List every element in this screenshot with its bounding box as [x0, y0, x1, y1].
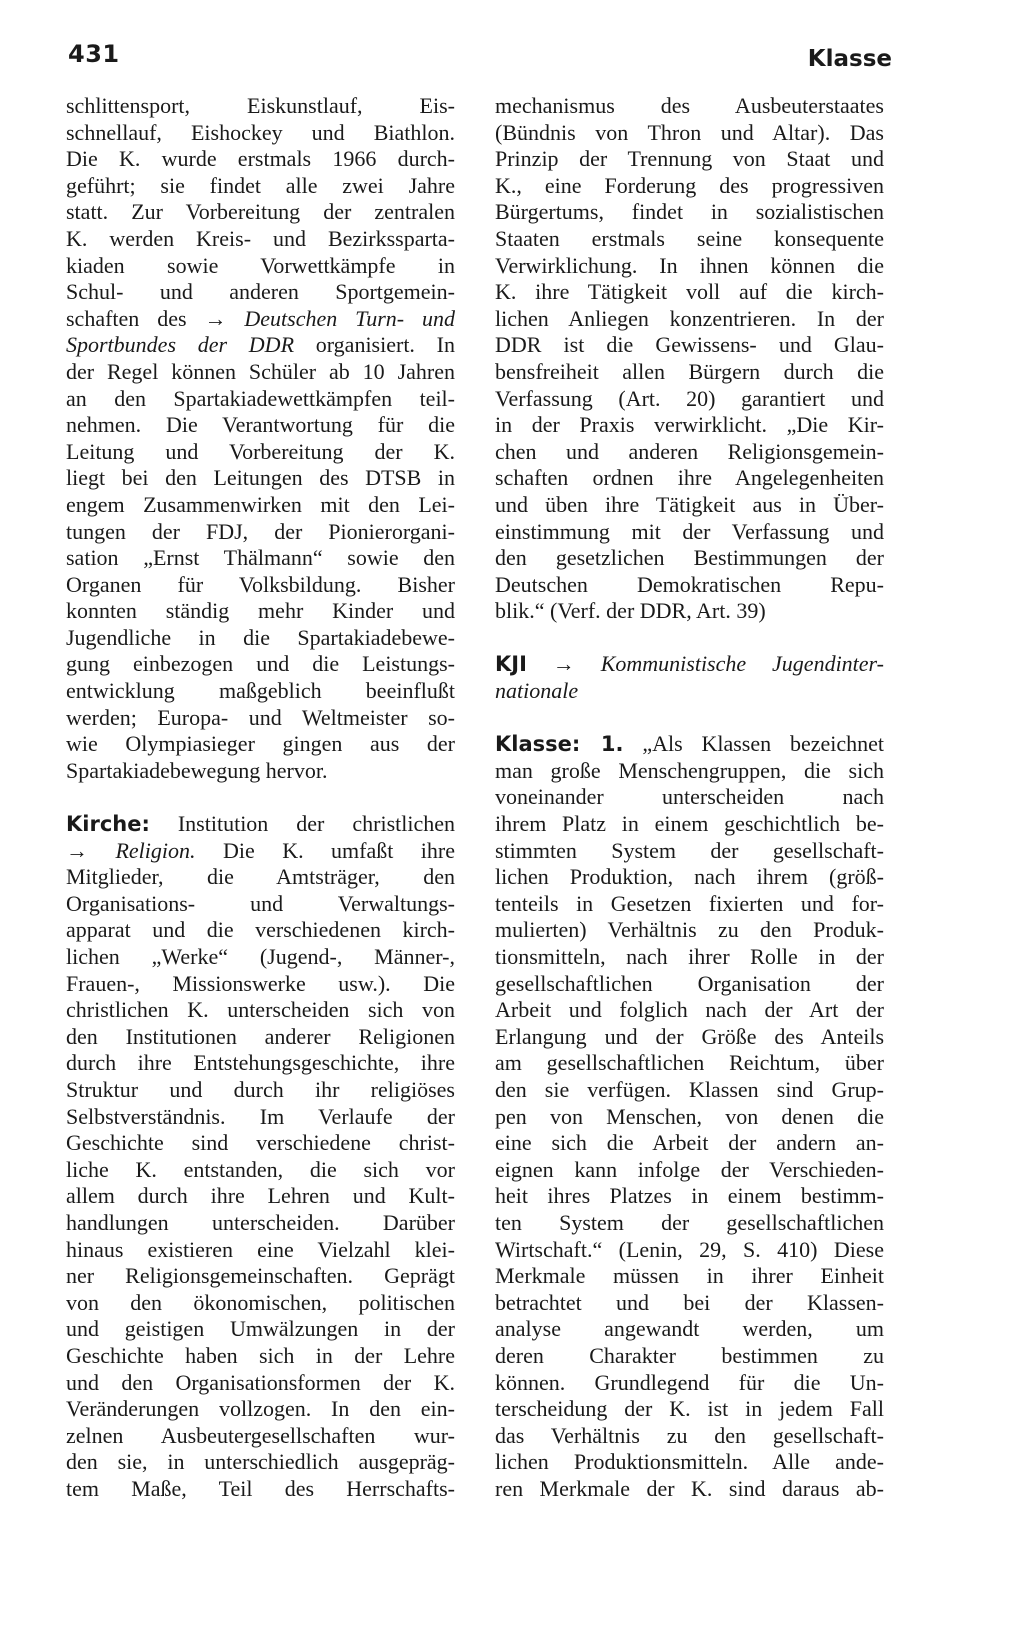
- text-line: mechanismus des Ausbeuterstaates: [495, 93, 884, 118]
- text-line: christlichen K. unterscheiden sich von: [66, 997, 455, 1023]
- text-line: blik.“ (Verf. der DDR, Art. 39): [495, 598, 766, 624]
- text-line: Organisations- und Verwaltungs-: [66, 890, 455, 916]
- text-line: Prinzip der Trennung von Staat und: [495, 146, 884, 172]
- entry-gap: [495, 625, 884, 652]
- cross-reference-line: [66, 332, 455, 359]
- text-line: von den ökonomischen, politischen: [66, 1289, 455, 1315]
- text-line: gung einbezogen und die Leistungs-: [66, 651, 455, 677]
- arrow-icon: →: [526, 651, 601, 677]
- entry-kji-first-line: [495, 651, 884, 678]
- text-line: lichen „Werke“ (Jugend-, Männer-,: [66, 944, 455, 969]
- text-line: Deutschen Demokratischen Repu-: [495, 571, 884, 597]
- cross-reference-link[interactable]: Kommunistische Jugendinter-: [600, 651, 884, 677]
- text-line: Mitglieder, die Amtsträger, den: [66, 864, 455, 890]
- text-line: sation „Ernst Thälmann“ sowie den: [66, 545, 455, 571]
- headword-klasse: Klasse:: [495, 732, 581, 757]
- text-line: Struktur und durch ihr religiöses: [66, 1076, 455, 1102]
- text-line: betrachtet und bei der Klassen-: [495, 1289, 884, 1315]
- text-line: Verwirklichung. In ihnen können die: [495, 252, 884, 278]
- text-line: lichen Produktionsmitteln. Alle ande-: [495, 1449, 884, 1475]
- text-line: eignen kann infolge der Verschieden-: [495, 1156, 884, 1182]
- text-line: lichen Anliegen konzentrieren. In der: [495, 305, 884, 331]
- text-line: (Bündnis von Thron und Altar). Das: [495, 119, 884, 145]
- text-line: pen von Menschen, von denen die: [495, 1103, 884, 1129]
- text-line: ner Religionsgemeinschaften. Geprägt: [66, 1263, 455, 1289]
- text-line: Merkmale müssen in ihrer Einheit: [495, 1263, 884, 1289]
- text-line: deren Charakter bestimmen zu: [495, 1342, 884, 1368]
- text-line: kiaden sowie Vorwettkämpfe in: [66, 252, 455, 278]
- text-line: apparat und die verschiedenen kirch-: [66, 917, 455, 943]
- text-line: den gesetzlichen Bestimmungen der: [495, 545, 884, 571]
- text-line: statt. Zur Vorbereitung der zentralen: [66, 199, 455, 225]
- text-line: Frauen-, Missionswerke usw.). Die: [66, 970, 455, 996]
- text-line: den sie verfügen. Klassen sind Grup-: [495, 1076, 884, 1102]
- text-line: tungen der FDJ, der Pionierorgani-: [66, 518, 455, 544]
- text-line: tionsmitteln, nach ihrer Rolle in der: [495, 944, 884, 969]
- text-line: Staaten erstmals seine konsequente: [495, 225, 884, 251]
- page-number: 431: [68, 40, 120, 68]
- text-line: durch ihre Entstehungsgeschichte, ihre: [66, 1050, 455, 1076]
- text-line: bensfreiheit allen Bürgern durch die: [495, 358, 884, 384]
- text-line: Bürgertums, findet in sozialistischen: [495, 199, 884, 225]
- headword-kirche: Kirche:: [66, 812, 150, 837]
- text-line: entwicklung maßgeblich beeinflußt: [66, 678, 455, 704]
- text-line: geführt; sie findet alle zwei Jahre: [66, 172, 455, 198]
- text-line: engem Zusammenwirken mit den Lei-: [66, 491, 455, 517]
- entry-gap: [66, 784, 455, 811]
- text-line: K., eine Forderung des progressiven: [495, 172, 884, 198]
- text-line: voneinander unterscheiden nach: [495, 784, 884, 810]
- entry-klasse-first-line: [495, 731, 884, 758]
- text-line: heit ihres Platzes in einem bestimm-: [495, 1183, 884, 1209]
- text-line: schnellauf, Eishockey und Biathlon.: [66, 119, 455, 145]
- text-line: analyse angewandt werden, um: [495, 1316, 884, 1342]
- text-line: K. werden Kreis- und Bezirkssparta-: [66, 225, 455, 251]
- text-line: DDR ist die Gewissens- und Glau-: [495, 332, 884, 358]
- text-line: mulierten) Verhältnis zu den Produk-: [495, 917, 884, 943]
- cross-reference-link[interactable]: nationale: [495, 678, 579, 704]
- text-line: am gesellschaftlichen Reichtum, über: [495, 1050, 884, 1076]
- cross-reference-link[interactable]: Religion.: [115, 837, 196, 863]
- text-line: wie Olympiasieger gingen aus der: [66, 731, 455, 757]
- text-line: liegt bei den Leitungen des DTSB in: [66, 465, 455, 491]
- cross-reference-line: [66, 838, 455, 865]
- text-line: Wirtschaft.“ (Lenin, 29, S. 410) Diese: [495, 1236, 884, 1262]
- sense-number: 1.: [580, 732, 624, 757]
- text-line: das Verhältnis zu den gesellschaft-: [495, 1422, 884, 1448]
- entry-gap: [495, 705, 884, 732]
- text-line: ren Merkmale der K. sind daraus ab-: [495, 1475, 884, 1501]
- text-line: allem durch ihre Lehren und Kult-: [66, 1183, 455, 1209]
- text-line: ten System der gesellschaftlichen: [495, 1209, 884, 1235]
- entry-kirche-first-line: [66, 811, 455, 838]
- text-line: in der Praxis verwirklicht. „Die Kir-: [495, 412, 884, 438]
- text-line: an den Spartakiadewettkämpfen teil-: [66, 385, 455, 411]
- text-line: gesellschaftlichen Organisation der: [495, 970, 884, 996]
- text-line: Schul- und anderen Sportgemein-: [66, 279, 455, 305]
- text-line: Organen für Volksbildung. Bisher: [66, 571, 455, 597]
- text-line: Verfassung (Art. 20) garantiert und: [495, 385, 884, 411]
- text-line: Veränderungen vollzogen. In den ein-: [66, 1396, 455, 1422]
- line-text: schaften des →: [66, 305, 245, 331]
- headword-kji: KJI: [495, 652, 527, 677]
- text-line: Arbeit und folglich nach der Art der: [495, 997, 884, 1023]
- text-line: stimmten System der gesellschaft-: [495, 837, 884, 863]
- text-line: der Regel können Schüler ab 10 Jahren: [66, 358, 455, 384]
- text-line: und den Organisationsformen der K.: [66, 1369, 455, 1395]
- right-column: [495, 93, 884, 1502]
- text-line: einstimmung mit der Verfassung und: [495, 518, 884, 544]
- text-line: Leitung und Vorbereitung der K.: [66, 438, 455, 464]
- text-line: Jugendliche in die Spartakiadebewe-: [66, 624, 455, 650]
- text-line: eine sich die Arbeit der andern an-: [495, 1130, 884, 1156]
- line-text: Institution der christlichen: [149, 811, 455, 837]
- text-line: lichen Produktion, nach ihrem (größ-: [495, 864, 884, 890]
- text-line: terscheidung der K. ist in jedem Fall: [495, 1396, 884, 1422]
- text-line: nehmen. Die Verantwortung für die: [66, 412, 455, 438]
- text-line: Geschichte haben sich in der Lehre: [66, 1342, 455, 1368]
- arrow-icon: →: [66, 837, 116, 863]
- text-line: Geschichte sind verschiedene christ-: [66, 1130, 455, 1156]
- text-line: den Institutionen anderer Religionen: [66, 1023, 455, 1049]
- line-text: organisiert. In: [294, 332, 455, 358]
- cross-reference-link[interactable]: Deutschen Turn- und: [244, 305, 455, 331]
- text-line: liche K. entstanden, die sich vor: [66, 1156, 455, 1182]
- text-line: tenteils in Gesetzen fixierten und for-: [495, 890, 884, 916]
- text-line: können. Grundlegend für die Un-: [495, 1369, 884, 1395]
- text-line: Die K. wurde erstmals 1966 durch-: [66, 146, 455, 172]
- text-line: schaften ordnen ihre Angelegenheiten: [495, 465, 884, 491]
- text-line: Spartakiadebewegung hervor.: [66, 757, 328, 783]
- text-line: werden; Europa- und Weltmeister so-: [66, 704, 455, 730]
- text-line: ihrem Platz in einem geschichtlich be-: [495, 811, 884, 837]
- text-line: hinaus existieren eine Vielzahl klei-: [66, 1236, 455, 1262]
- text-line: und üben ihre Tätigkeit aus in Über-: [495, 491, 884, 517]
- text-line: K. ihre Tätigkeit voll auf die kirch-: [495, 279, 884, 305]
- line-text: Die K. umfaßt ihre: [195, 837, 455, 863]
- cross-reference-line: [495, 678, 884, 705]
- text-line: Erlangung und der Größe des Anteils: [495, 1023, 884, 1049]
- left-column: [66, 93, 455, 1502]
- text-line: den sie, in unterschiedlich ausgepräg-: [66, 1449, 455, 1475]
- text-line: und geistigen Umwälzungen in der: [66, 1316, 455, 1342]
- cross-reference-line: [66, 306, 455, 333]
- text-line: man große Menschengruppen, die sich: [495, 757, 884, 783]
- line-text: „Als Klassen bezeichnet: [623, 731, 884, 757]
- text-line: handlungen unterscheiden. Darüber: [66, 1209, 455, 1235]
- text-line: tem Maße, Teil des Herrschafts-: [66, 1475, 455, 1501]
- running-head: Klasse: [807, 46, 892, 72]
- cross-reference-link[interactable]: Sportbundes der DDR: [66, 332, 295, 358]
- text-line: konnten ständig mehr Kinder und: [66, 598, 455, 624]
- text-line: chen und anderen Religionsgemein-: [495, 438, 884, 464]
- text-line: schlittensport, Eiskunstlauf, Eis-: [66, 93, 455, 118]
- text-line: Selbstverständnis. Im Verlaufe der: [66, 1103, 455, 1129]
- text-line: zelnen Ausbeutergesellschaften wur-: [66, 1422, 455, 1448]
